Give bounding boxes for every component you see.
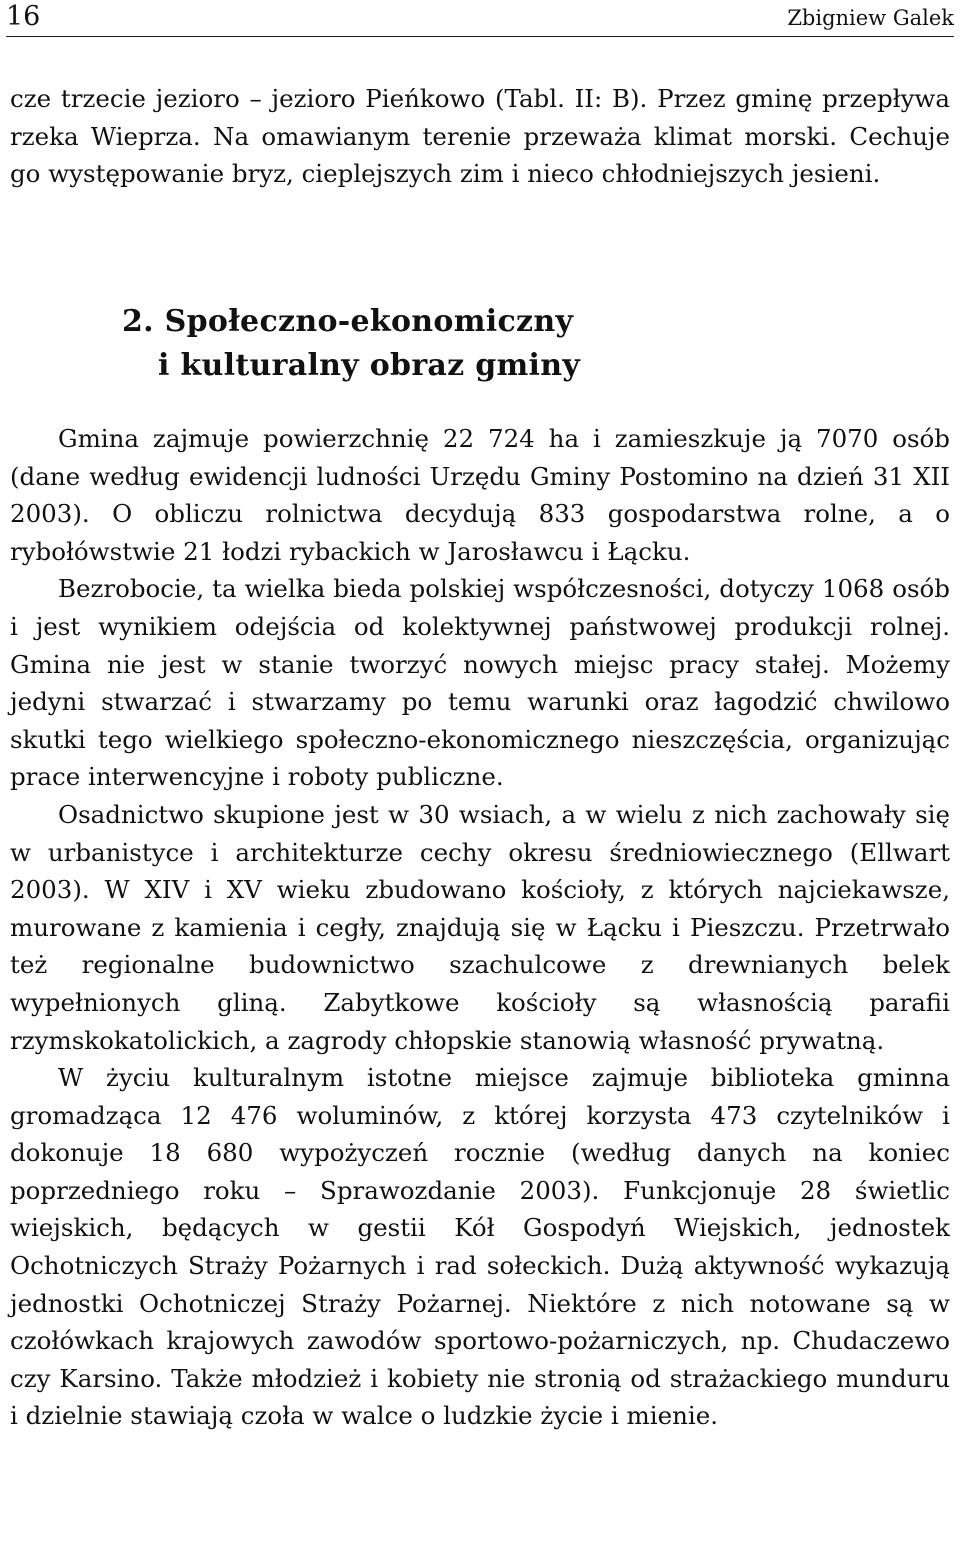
paragraph-settlement: Osadnictwo skupione jest w 30 wsiach, a w wielu z nich zachowały się w urbanistyce i architekturze cechy okresu średniowiecznego (Ellwart 2003). W XIV i XV wieku zbudowano kościoły, z których najciekawsze, murowane z kamienia i cegły, znajdują się w Łącku i Pieszczu. Przetrwało też regionalne budownictwo szachulcowe z drewnianych belek wypełnionych gliną. Zabytkowe kościoły są własnością parafii rzymskokatolickich, a zagrody chłopskie stanowią własność prywatną. bbox=[10, 799, 950, 1055]
section-body bbox=[10, 420, 950, 1435]
paragraph-area-population: Gmina zajmuje powierzchnię 22 724 ha i zamieszkuje ją 7070 osób (dane według ewidencji ludności Urzędu Gminy Postomino na dzień 31 XII 2003). O obliczu rolnictwa decydują 833 gospodarstwa rolne, a o rybołówstwie 21 łodzi rybackich w Jarosławcu i Łącku. bbox=[10, 424, 950, 566]
page-number: 16 bbox=[6, 1, 41, 32]
section-heading bbox=[122, 300, 580, 388]
author-name: Zbigniew Galek bbox=[787, 6, 954, 30]
paragraph-unemployment: Bezrobocie, ta wielka bieda polskiej współczesności, dotyczy 1068 osób i jest wynikiem odejścia od kolektywnej państwowej produkcji rolnej. Gmina nie jest w stanie tworzyć nowych miejsc pracy stałej. Możemy jedyni stwarzać i stwarzamy po temu warunki oraz łagodzić chwilowo skutki tego wielkiego społeczno-ekonomicznego nieszczęścia, organizując prace interwencyjne i roboty publiczne. bbox=[10, 574, 950, 792]
section-heading-line-2: i kulturalny obraz gminy bbox=[158, 348, 581, 383]
intro-paragraph: cze trzecie jezioro – jezioro Pieńkowo (Tabl. II: B). Przez gminę przepływa rzeka Wieprza. Na omawianym terenie przeważa klimat morski. Cechuje go występowanie bryz, cieplejszych zim i nieco chłodniejszych jesieni. bbox=[10, 84, 950, 189]
paragraph-cultural-life: W życiu kulturalnym istotne miejsce zajmuje biblioteka gminna gromadząca 12 476 woluminów, z której korzysta 473 czytelników i dokonuje 18 680 wypożyczeń rocznie (według danych na koniec poprzedniego roku – Sprawozdanie 2003). Funkcjonuje 28 świetlic wiejskich, będących w gestii Kół Gospodyń Wiejskich, jednostek Ochotniczych Straży Pożarnych i rad sołeckich. Dużą aktywność wykazują jednostki Ochotniczej Straży Pożarnej. Niektóre z nich notowane są w czołówkach krajowych zawodów sportowo-pożarniczych, np. Chudaczewo czy Karsino. Także młodzież i kobiety nie stronią od strażackiego munduru i dzielnie stawiają czoła w walce o ludzkie życie i mienie. bbox=[10, 1063, 950, 1431]
section-heading-line-1: 2. Społeczno-ekonomiczny bbox=[122, 304, 574, 339]
running-header bbox=[6, 0, 954, 37]
